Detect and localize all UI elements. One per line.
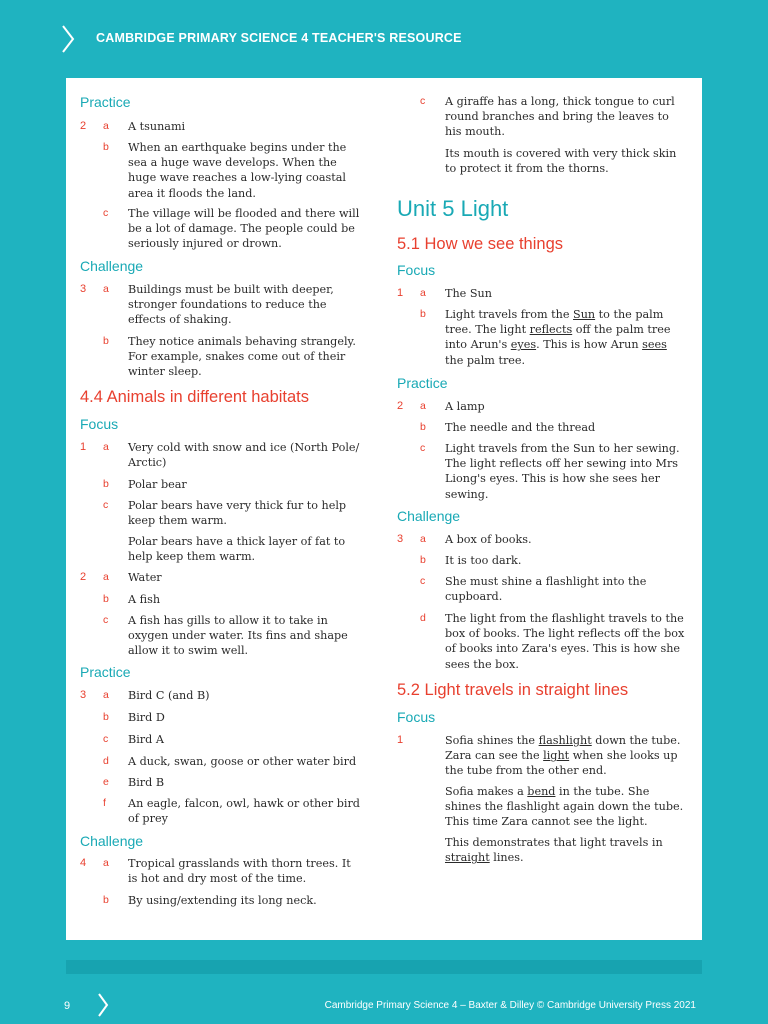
item-text: By using/extending its long neck. — [128, 894, 317, 907]
item-letter: c — [103, 733, 109, 745]
text-fragment: in the tube. She shines the flashlight again down the tube. This time Zara cannot see the light. — [445, 785, 684, 829]
text-fragment: This demonstrates that light travels in — [445, 836, 663, 849]
item-text: Bird B — [128, 776, 165, 789]
item-text: An eagle, falcon, owl, hawk or other bird of prey — [128, 797, 360, 826]
item-text: When an earthquake begins under the sea a huge wave develops. When the huge wave reaches a low-lying coastal area it floods the land. — [128, 141, 347, 200]
underlined-word: reflects — [529, 323, 573, 337]
item-letter: c — [420, 95, 426, 107]
item-letter: a — [420, 533, 426, 545]
item-text: A duck, swan, goose or other water bird — [128, 755, 357, 768]
item-number: 3 — [80, 283, 87, 295]
item-text: Light travels from the Sun to her sewing. The light reflects off her sewing into Mrs Liong's eyes. This is how she sees her sewing. — [445, 442, 680, 501]
item-text: Tropical grasslands with thorn trees. It is hot and dry most of the time. — [128, 857, 351, 886]
heading-4-4: 4.4 Animals in different habitats — [80, 388, 310, 406]
section-focus: Focus — [397, 262, 436, 278]
item-text: A box of books. — [445, 533, 532, 546]
text-fragment: Sofia makes a — [445, 785, 528, 798]
item-text: Polar bears have very thick fur to help keep them warm. — [128, 499, 347, 528]
item-text: They notice animals behaving strangely. For example, snakes come out of their winter sleep. — [128, 335, 356, 379]
underlined-word: light — [543, 749, 570, 763]
item-text: The village will be flooded and there will be a lot of damage. The people could be seriously injured or drown. — [128, 207, 360, 251]
item-letter: d — [420, 612, 426, 624]
item-text: Very cold with snow and ice (North Pole/ Arctic) — [128, 441, 360, 470]
item-text: Polar bears have a thick layer of fat to help keep them warm. — [128, 535, 346, 564]
item-text: The light from the flashlight travels to the box of books. The light reflects off the box of books into Zara's eyes. This is how she sees the box. — [445, 612, 685, 671]
item-letter: a — [103, 283, 109, 295]
text-fragment: . This is how Arun — [536, 338, 643, 352]
underlined-word: Sun — [573, 308, 596, 321]
item-number: 2 — [397, 400, 404, 412]
item-letter: a — [420, 400, 426, 412]
item-letter: b — [103, 711, 109, 723]
item-text: Bird D — [128, 711, 165, 724]
item-text: A lamp — [445, 400, 485, 413]
item-letter: c — [420, 575, 426, 587]
item-text: It is too dark. — [445, 554, 522, 567]
section-practice: Practice — [80, 94, 131, 110]
chevron-right-icon — [60, 24, 76, 54]
item-text: The needle and the thread — [445, 421, 596, 434]
item-number: 1 — [397, 734, 404, 746]
item-letter: b — [420, 308, 426, 320]
text-fragment: off the palm tree into Arun's — [445, 323, 671, 352]
item-text: A fish has gills to allow it to take in oxygen under water. Its fins and shape allow it to swim well. — [128, 614, 348, 658]
item-letter: e — [103, 776, 109, 788]
item-text: A tsunami — [128, 120, 186, 133]
item-text — [445, 733, 687, 779]
text-fragment: lines. — [489, 851, 524, 865]
item-number: 2 — [80, 120, 87, 132]
item-letter: a — [103, 441, 109, 453]
item-letter: c — [103, 499, 109, 511]
section-practice: Practice — [397, 375, 448, 391]
item-text: Polar bear — [128, 478, 187, 491]
item-letter: f — [103, 797, 106, 809]
item-text: Bird C (and B) — [128, 689, 210, 702]
text-fragment: when she looks up the tube from the other end. — [445, 749, 678, 778]
item-text: Its mouth is covered with very thick skin to protect it from the thorns. — [445, 147, 677, 176]
item-letter: a — [420, 287, 426, 299]
item-letter: c — [420, 442, 426, 454]
item-letter: a — [103, 571, 109, 583]
item-text: The Sun — [445, 287, 492, 300]
item-letter: a — [103, 857, 109, 869]
item-letter: b — [103, 478, 109, 490]
item-number: 2 — [80, 571, 87, 583]
text-fragment: to the palm tree. The light — [445, 308, 664, 337]
underlined-word: bend — [527, 785, 556, 798]
item-letter: c — [103, 614, 109, 626]
item-letter: d — [103, 755, 109, 767]
item-letter: b — [103, 593, 109, 605]
chevron-right-icon — [96, 992, 110, 1018]
item-number: 1 — [397, 287, 404, 299]
text-fragment: down the tube. Zara can see the — [445, 734, 681, 763]
item-letter: c — [103, 207, 109, 219]
underlined-word: flashlight — [538, 734, 592, 747]
item-text: Bird A — [128, 733, 164, 746]
item-letter: b — [420, 421, 426, 433]
text-fragment: the palm tree. — [445, 353, 526, 367]
section-focus: Focus — [80, 416, 119, 432]
item-number: 1 — [80, 441, 87, 453]
heading-5-1: 5.1 How we see things — [397, 235, 564, 253]
item-text: A giraffe has a long, thick tongue to curl round branches and bring the leaves to his mouth. — [445, 95, 675, 139]
underlined-word: sees — [642, 338, 667, 352]
section-practice: Practice — [80, 664, 131, 680]
item-text — [445, 307, 687, 368]
item-letter: b — [103, 141, 109, 153]
underlined-word: eyes — [510, 338, 537, 352]
heading-5-2: 5.2 Light travels in straight lines — [397, 681, 629, 699]
item-text: A fish — [128, 593, 161, 606]
header-bar — [0, 0, 768, 78]
text-fragment: Sofia shines the — [445, 734, 539, 747]
item-number: 3 — [397, 533, 404, 545]
item-text — [445, 835, 687, 865]
item-text: She must shine a flashlight into the cupboard. — [445, 575, 647, 604]
page-number: 9 — [64, 1000, 71, 1012]
section-focus: Focus — [397, 709, 436, 725]
header-title: CAMBRIDGE PRIMARY SCIENCE 4 TEACHER'S RESOURCE — [96, 31, 462, 45]
item-letter: a — [103, 120, 109, 132]
section-challenge: Challenge — [80, 258, 144, 274]
item-letter: a — [103, 689, 109, 701]
underlined-word: straight — [445, 851, 490, 865]
item-text — [445, 784, 687, 830]
item-number: 4 — [80, 857, 87, 869]
unit-title: Unit 5 Light — [397, 196, 509, 221]
text-fragment: Light travels from the — [445, 308, 574, 321]
page-content — [66, 78, 702, 940]
footer-band — [66, 960, 702, 974]
footer-credit: Cambridge Primary Science 4 – Baxter & Dilley © Cambridge University Press 2021 — [324, 1000, 696, 1011]
section-challenge: Challenge — [397, 508, 461, 524]
item-letter: b — [103, 335, 109, 347]
item-text: Water — [128, 571, 162, 584]
section-challenge: Challenge — [80, 833, 144, 849]
item-letter: b — [420, 554, 426, 566]
item-text: Buildings must be built with deeper, stronger foundations to reduce the effects of shaking. — [128, 283, 334, 327]
item-number: 3 — [80, 689, 87, 701]
item-letter: b — [103, 894, 109, 906]
